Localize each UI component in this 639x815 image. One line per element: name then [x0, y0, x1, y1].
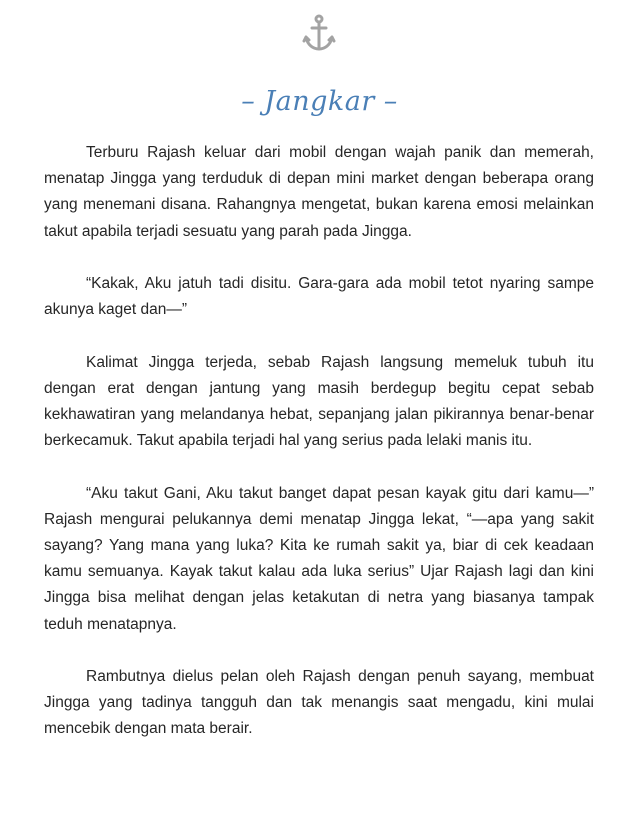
- chapter-title: – Jangkar –: [241, 86, 398, 117]
- paragraph: “Kakak, Aku jatuh tadi disitu. Gara-gara ada mobil tetot nyaring sampe akunya kaget dan—”: [44, 275, 594, 319]
- paragraph: “Aku takut Gani, Aku takut banget dapat pesan kayak gitu dari kamu—” Rajash mengurai pelukannya demi menatap Jingga lekat, “—apa yang sakit sayang? Yang mana yang luka? Kita ke rumah sakit ya, biar di cek keadaan kamu semuanya. Kayak takut kalau ada luka serius” Ujar Rajash lagi dan kini Jingga bisa melihat dengan jelas ketakutan di netra yang biasanya tampak teduh menatapnya.: [44, 484, 594, 633]
- paragraph: Kalimat Jingga terjeda, sebab Rajash langsung memeluk tubuh itu dengan erat dengan jantung yang masih berdegup begitu cepat sebab kekhawatiran yang melandanya hebat, sepanjang jalan pikirannya benar-benar berkecamuk. Takut apabila terjadi hal yang serius pada lelaki manis itu.: [44, 353, 594, 450]
- paragraph: Rambutnya dielus pelan oleh Rajash dengan penuh sayang, membuat Jingga yang tadinya tangguh dan tak menangis saat mengadu, kini mulai mencebik dengan mata berair.: [44, 668, 594, 738]
- story-body: [44, 140, 594, 769]
- paragraph: Terburu Rajash keluar dari mobil dengan wajah panik dan memerah, menatap Jingga yang terduduk di depan mini market dengan beberapa orang yang menemani disana. Rahangnya mengetat, bukan karena emosi melainkan takut apabila terjadi sesuatu yang parah pada Jingga.: [44, 144, 594, 240]
- anchor-icon: [302, 14, 336, 54]
